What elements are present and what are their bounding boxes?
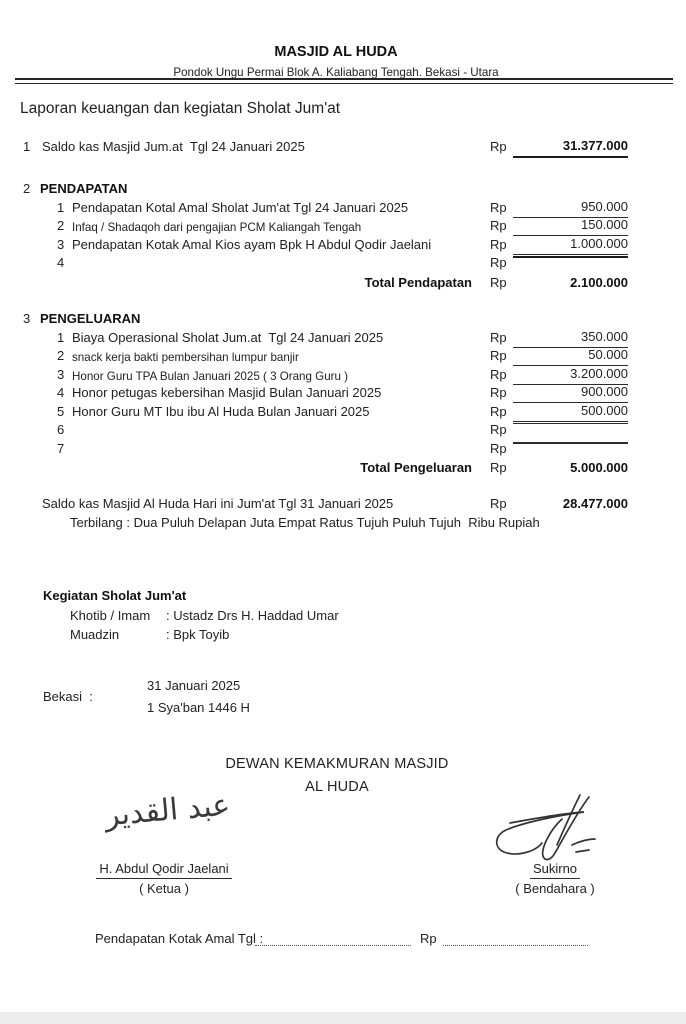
muadzin-value: : Bpk Toyib (166, 627, 230, 642)
place-label: Bekasi : (43, 689, 93, 704)
currency-label: Rp (490, 275, 507, 290)
saldo-akhir-amount: 28.477.000 (562, 496, 628, 511)
saldo-akhir-label: Saldo kas Masjid Al Huda Hari ini Jum'at Tgl 31 Januari 2025 (42, 496, 394, 511)
saldo-awal-number: 1 (23, 139, 31, 154)
item-number: 3 (57, 367, 65, 382)
khotib-label: Khotib / Imam (70, 608, 151, 623)
currency-label: Rp (490, 237, 507, 252)
currency-label: Rp (490, 200, 507, 215)
pengeluaran-item-amount: 500.000 (513, 403, 628, 422)
saldo-awal-label: Saldo kas Masjid Jum.at Tgl 24 Januari 2025 (42, 139, 305, 154)
item-number: 3 (57, 237, 65, 252)
muadzin-label: Muadzin (70, 627, 120, 642)
pendapatan-item-label: Infaq / Shadaqoh dari pengajian PCM Kaliangah Tengah (72, 221, 362, 234)
pengeluaran-item-amount (513, 421, 628, 424)
bendahara-name: Sukirno (530, 861, 580, 879)
bendahara-name-wrap (500, 861, 610, 879)
total-pengeluaran-amount: 5.000.000 (570, 460, 628, 475)
pengeluaran-item-amount: 350.000 (513, 329, 628, 348)
pengeluaran-title: PENGELUARAN (40, 311, 141, 326)
currency-label: Rp (490, 330, 507, 345)
pengeluaran-item-label: Biaya Operasional Sholat Jum.at Tgl 24 Januari 2025 (72, 330, 384, 345)
item-number: 1 (57, 200, 65, 215)
pendapatan-item-amount: 1.000.000 (513, 236, 628, 255)
ketua-role: ( Ketua ) (139, 881, 189, 896)
pengeluaran-item-amount (513, 440, 628, 444)
footer-rp-label: Rp (420, 931, 437, 946)
item-number: 2 (57, 218, 65, 233)
currency-label: Rp (490, 496, 507, 511)
pengeluaran-item-amount: 900.000 (513, 384, 628, 403)
committee-title-line1: DEWAN KEMAKMURAN MASJID (225, 756, 449, 772)
pendapatan-item-amount (513, 254, 628, 258)
pengeluaran-item-amount: 3.200.000 (513, 366, 628, 385)
kegiatan-title: Kegiatan Sholat Jum'at (43, 588, 187, 603)
ketua-signature: عبد القدير (103, 787, 232, 834)
item-number: 4 (57, 255, 65, 270)
dotted-leader (443, 931, 588, 946)
dotted-leader (255, 931, 411, 946)
pengeluaran-item-label: Honor Guru MT Ibu ibu Al Huda Bulan Januari 2025 (72, 404, 370, 419)
currency-label: Rp (490, 218, 507, 233)
terbilang-line: Terbilang : Dua Puluh Delapan Juta Empat Ratus Tujuh Puluh Tujuh Ribu Rupiah (70, 515, 540, 530)
masjid-title: MASJID AL HUDA (274, 44, 398, 60)
pendapatan-item-label: Pendapatan Kotak Amal Kios ayam Bpk H Abdul Qodir Jaelani (72, 237, 432, 252)
item-number: 7 (57, 441, 65, 456)
date-line-1: 31 Januari 2025 (147, 678, 241, 693)
date-line-2: 1 Sya'ban 1446 H (147, 700, 250, 715)
item-number: 5 (57, 404, 65, 419)
total-pendapatan-amount: 2.100.000 (570, 275, 628, 290)
pendapatan-number: 2 (23, 181, 31, 196)
footer-fillin-label: Pendapatan Kotak Amal Tgl : (95, 931, 264, 946)
total-pengeluaran-label: Total Pengeluaran (360, 460, 472, 475)
pendapatan-item-amount: 950.000 (513, 199, 628, 218)
masjid-address: Pondok Ungu Permai Blok A. Kaliabang Tengah. Bekasi - Utara (173, 66, 499, 79)
bendahara-signature (492, 793, 610, 865)
khotib-value: : Ustadz Drs H. Haddad Umar (166, 608, 339, 623)
currency-label: Rp (490, 460, 507, 475)
pengeluaran-item-label: Honor Guru TPA Bulan Januari 2025 ( 3 Orang Guru ) (72, 370, 349, 383)
total-pendapatan-label: Total Pendapatan (364, 275, 472, 290)
currency-label: Rp (490, 348, 507, 363)
report-title: Laporan keuangan dan kegiatan Sholat Jum'at (20, 100, 341, 117)
item-number: 6 (57, 422, 65, 437)
item-number: 1 (57, 330, 65, 345)
pendapatan-title: PENDAPATAN (40, 181, 128, 196)
ketua-name: H. Abdul Qodir Jaelani (96, 861, 231, 879)
pengeluaran-number: 3 (23, 311, 31, 326)
currency-label: Rp (490, 441, 507, 456)
committee-title-line2: AL HUDA (305, 779, 369, 795)
pengeluaran-item-label: snack kerja bakti pembersihan lumpur banjir (72, 351, 299, 364)
bottom-edge-strip (0, 1012, 686, 1024)
pendapatan-item-label: Pendapatan Kotal Amal Sholat Jum'at Tgl 24 Januari 2025 (72, 200, 409, 215)
item-number: 4 (57, 385, 65, 400)
pengeluaran-item-amount: 50.000 (513, 347, 628, 366)
header-double-rule (15, 78, 673, 84)
item-number: 2 (57, 348, 65, 363)
saldo-awal-amount: 31.377.000 (513, 138, 628, 158)
currency-label: Rp (490, 367, 507, 382)
currency-label: Rp (490, 422, 507, 437)
pendapatan-item-amount: 150.000 (513, 217, 628, 236)
currency-label: Rp (490, 255, 507, 270)
currency-label: Rp (490, 139, 507, 154)
currency-label: Rp (490, 404, 507, 419)
currency-label: Rp (490, 385, 507, 400)
pengeluaran-item-label: Honor petugas kebersihan Masjid Bulan Januari 2025 (72, 385, 382, 400)
ketua-name-wrap (92, 861, 236, 879)
bendahara-role: ( Bendahara ) (515, 881, 595, 896)
